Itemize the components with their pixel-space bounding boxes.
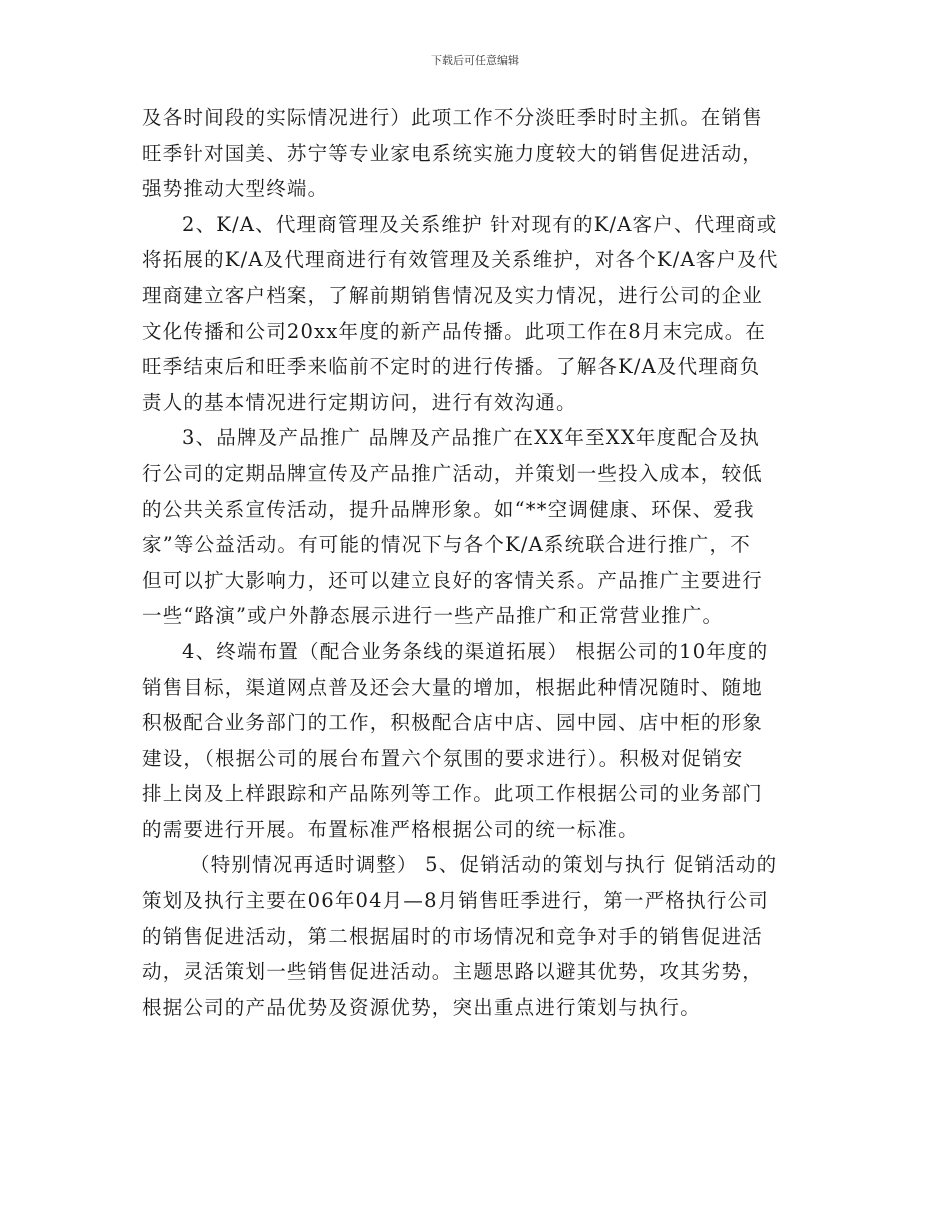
text-line: 一些“路演”或户外静态展示进行一些产品推广和正常营业推广。 bbox=[142, 604, 724, 628]
text-line: 建设，（根据公司的展台布置六个氛围的要求进行）。积极对促销安 bbox=[142, 746, 744, 770]
page-header: 下载后可任意编辑 bbox=[431, 54, 519, 67]
text-line: 文化传播和公司20xx年度的新产品传播。此项工作在8月末完成。在 bbox=[142, 319, 767, 343]
text-line: 3、品牌及产品推广 品牌及产品推广在XX年至XX年度配合及执 bbox=[182, 426, 761, 450]
text-line: 旺季针对国美、苏宁等专业家电系统实施力度较大的销售促进活动， bbox=[142, 141, 764, 165]
text-line: 责人的基本情况进行定期访问，进行有效沟通。 bbox=[142, 390, 577, 414]
text-line: 根据公司的产品优势及资源优势，突出重点进行策划与执行。 bbox=[142, 995, 701, 1019]
text-line: 销售目标，渠道网点普及还会大量的增加，根据此种情况随时、随地 bbox=[142, 675, 764, 699]
text-line: 动，灵活策划一些销售促进活动。主题思路以避其优势，攻其劣势， bbox=[142, 960, 764, 984]
text-line: 行公司的定期品牌宣传及产品推广活动，并策划一些投入成本，较低 bbox=[142, 461, 764, 485]
text-line: 的需要进行开展。布置标准严格根据公司的统一标准。 bbox=[142, 817, 639, 841]
text-line: 理商建立客户档案，了解前期销售情况及实力情况，进行公司的企业 bbox=[142, 283, 764, 307]
document-body bbox=[142, 100, 812, 1025]
text-line: 旺季结束后和旺季来临前不定时的进行传播。了解各K/A及代理商负 bbox=[142, 355, 761, 379]
text-line: （特别情况再适时调整） 5、促销活动的策划与执行 促销活动的 bbox=[190, 853, 778, 877]
text-line: 但可以扩大影响力，还可以建立良好的客情关系。产品推广主要进行 bbox=[142, 568, 764, 592]
text-line: 强势推动大型终端。 bbox=[142, 177, 329, 201]
text-line: 的销售促进活动，第二根据届时的市场情况和竞争对手的销售促进活 bbox=[142, 924, 764, 948]
text-line: 4、终端布置（配合业务条线的渠道拓展） 根据公司的10年度的 bbox=[182, 639, 769, 663]
text-line: 策划及执行主要在06年04月—8月销售旺季进行，第一严格执行公司 bbox=[142, 889, 769, 913]
text-line: 将拓展的K/A及代理商进行有效管理及关系维护，对各个K/A客户及代 bbox=[142, 248, 779, 272]
text-line: 2、K/A、代理商管理及关系维护 针对现有的K/A客户、代理商或 bbox=[182, 212, 778, 236]
text-line: 积极配合业务部门的工作，积极配合店中店、园中园、店中柜的形象 bbox=[142, 711, 764, 735]
text-line: 的公共关系宣传活动，提升品牌形象。如“**空调健康、环保、爱我 bbox=[142, 497, 755, 521]
text-line: 及各时间段的实际情况进行）此项工作不分淡旺季时时主抓。在销售 bbox=[142, 106, 764, 129]
text-line: 家”等公益活动。有可能的情况下与各个K/A系统联合进行推广，不 bbox=[142, 533, 751, 557]
text-line: 排上岗及上样跟踪和产品陈列等工作。此项工作根据公司的业务部门 bbox=[142, 782, 764, 806]
